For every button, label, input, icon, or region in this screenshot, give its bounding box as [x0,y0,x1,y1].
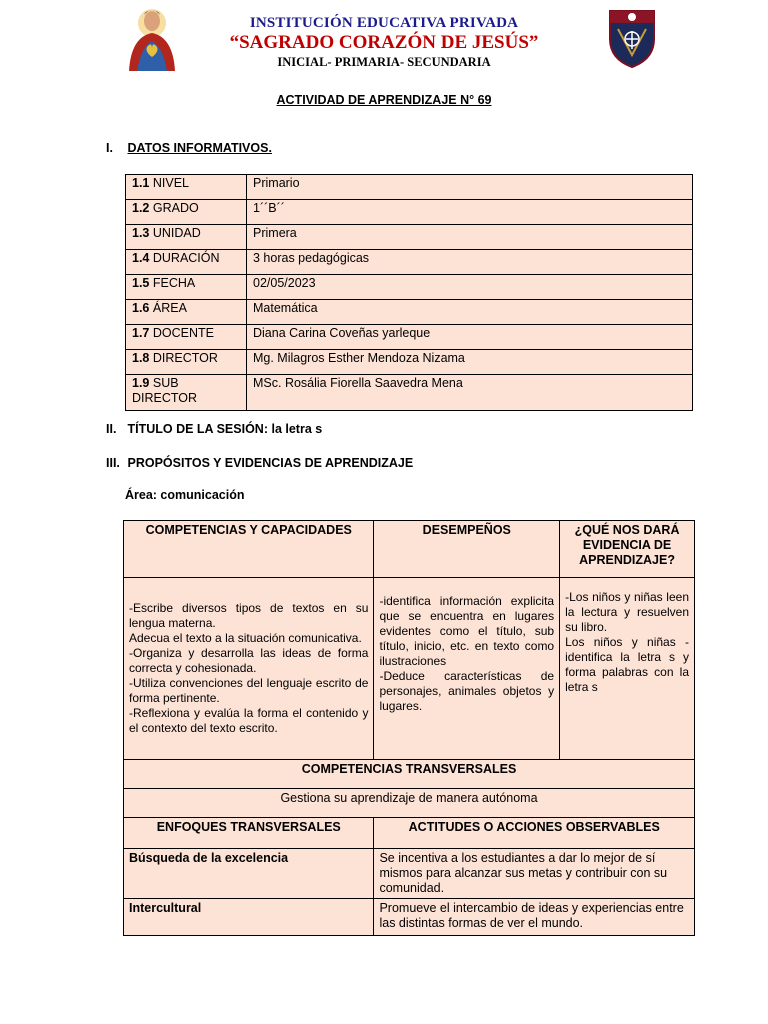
desempenos-cell: -identifica información explicita que se encuentra en lugares evidentes como el título, sub título, inicio, etc. en texto como ilustraciones -Deduce características de personajes, animales objetos y lugares. [374,578,560,760]
datos-informativos-table [125,174,693,411]
datos-value: Mg. Milagros Esther Mendoza Nizama [247,350,693,375]
table-row [126,225,693,250]
evidencia-cell: -Los niños y niñas leen la lectura y resuelven su libro. Los niños y niñas -identifica la letra s y forma palabras con la letra s [560,578,695,760]
datos-key: 1.3 UNIDAD [126,225,247,250]
section-label: TÍTULO DE LA SESIÓN: la letra s [127,422,323,436]
area-label: Área: comunicación [125,488,245,502]
table-row [124,789,695,818]
table-row [126,325,693,350]
datos-key: 1.1 NIVEL [126,175,247,200]
header-competencias: COMPETENCIAS Y CAPACIDADES [124,521,374,578]
enfoque-text: Se incentiva a los estudiantes a dar lo mejor de sí mismos para alcanzar sus metas y contribuir con su comunidad. [374,849,695,899]
institution-type: INSTITUCIÓN EDUCATIVA PRIVADA [249,15,519,31]
section-datos-heading [106,141,272,155]
datos-key: 1.5 FECHA [126,275,247,300]
header-actitudes: ACTITUDES O ACCIONES OBSERVABLES [374,818,695,849]
enfoque-name: Intercultural [124,899,374,936]
transversales-header: COMPETENCIAS TRANSVERSALES [124,760,695,789]
institution-levels: INICIAL- PRIMARIA- SECUNDARIA [277,55,491,69]
header-enfoques: ENFOQUES TRANSVERSALES [124,818,374,849]
table-row [126,350,693,375]
datos-value: Primario [247,175,693,200]
table-row [126,275,693,300]
enfoque-text: Promueve el intercambio de ideas y experiencias entre las distintas formas de ver el mundo. [374,899,695,936]
section-titulo-heading [106,422,322,436]
competencias-table [123,520,695,936]
document-title: ACTIVIDAD DE APRENDIZAJE N° 69 [276,93,492,107]
datos-key: 1.7 DOCENTE [126,325,247,350]
header-evidencia: ¿QUÉ NOS DARÁ EVIDENCIA DE APRENDIZAJE? [560,521,695,578]
datos-value: Primera [247,225,693,250]
transversales-value: Gestiona su aprendizaje de manera autónoma [124,789,695,818]
table-row [124,899,695,936]
datos-key: 1.4 DURACIÓN [126,250,247,275]
table-row [126,250,693,275]
table-row [126,175,693,200]
datos-value: MSc. Rosália Fiorella Saavedra Mena [247,375,693,411]
competencias-cell: -Escribe diversos tipos de textos en su lengua materna. Adecua el texto a la situación comunicativa. -Organiza y desarrolla las ideas de forma correcta y cohesionada. -Utiliza convenciones del lenguaje escrito de forma pertinente. -Reflexiona y evalúa la forma el contenido y el contexto del texto escrito. [124,578,374,760]
datos-value: 3 horas pedagógicas [247,250,693,275]
datos-key: 1.8 DIRECTOR [126,350,247,375]
institution-header [0,14,768,70]
datos-value: Diana Carina Coveñas yarleque [247,325,693,350]
table-row [126,200,693,225]
table-row [124,849,695,899]
table-header-row [124,521,695,578]
section-number: III. [106,456,120,470]
section-propositos-heading [106,456,413,470]
table-row [124,760,695,789]
header-desempenos: DESEMPEÑOS [374,521,560,578]
datos-value: Matemática [247,300,693,325]
section-number: II. [106,422,117,436]
enfoque-name: Búsqueda de la excelencia [124,849,374,899]
datos-key: 1.2 GRADO [126,200,247,225]
section-label: DATOS INFORMATIVOS. [127,141,272,155]
section-label: PROPÓSITOS Y EVIDENCIAS DE APRENDIZAJE [127,456,414,470]
datos-value: 1´´B´´ [247,200,693,225]
table-header-row [124,818,695,849]
institution-name: “SAGRADO CORAZÓN DE JESÚS” [229,32,539,53]
table-row [126,375,693,411]
datos-value: 02/05/2023 [247,275,693,300]
table-row [124,578,695,760]
datos-key: 1.6 ÁREA [126,300,247,325]
section-number: I. [106,141,113,155]
datos-key: 1.9 SUB DIRECTOR [126,375,247,411]
table-row [126,300,693,325]
